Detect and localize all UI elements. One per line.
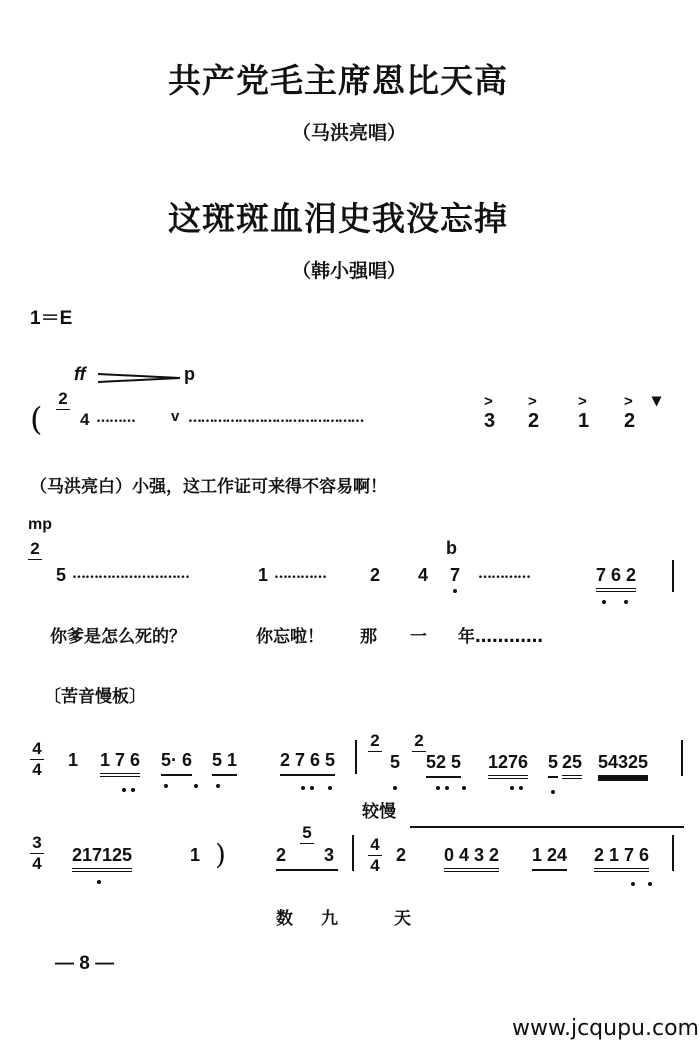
note-group: 0 4 3 2 (444, 845, 499, 872)
accent: > (624, 393, 633, 410)
low-octave-dot (194, 784, 198, 788)
note-group: 5· 6 (161, 750, 192, 776)
barline (352, 835, 354, 871)
note: 3 (484, 410, 496, 432)
low-octave-dot (310, 786, 314, 790)
low-octave-dot (462, 786, 466, 790)
lyric: 九 (321, 909, 338, 929)
note-group: 1276 (488, 752, 528, 779)
note-group: 1 24 (532, 845, 567, 871)
ts-bottom: 4 (32, 854, 42, 873)
lyric: 你爹是怎么死的？ (50, 627, 186, 647)
lyric: 那 (360, 627, 377, 647)
singer-2: （韩小强唱） (292, 260, 407, 282)
low-octave-dot (648, 882, 652, 886)
low-octave-dot (97, 880, 101, 884)
grace-note (300, 824, 314, 845)
low-octave-dot (301, 786, 305, 790)
fermata-dots: ……………………… (72, 566, 189, 582)
ts-top: 4 (32, 739, 42, 758)
note: 5 (548, 752, 558, 778)
note-group: 5 1 (212, 750, 237, 776)
lyric: 天 (394, 909, 411, 929)
low-octave-dot (602, 600, 606, 604)
low-octave-dot (436, 786, 440, 790)
tempo-extension-line (410, 826, 684, 828)
tempo-marking: 〔苦音慢板〕 (44, 687, 146, 707)
note-group: 217125 (72, 845, 132, 872)
grace-note (368, 732, 382, 753)
low-octave-dot (519, 786, 523, 790)
note-group: 2 1 7 6 (594, 845, 649, 872)
low-octave-dot (551, 790, 555, 794)
low-octave-dot (216, 784, 220, 788)
fermata-mark: ▾ (652, 390, 662, 410)
note: 4 (80, 410, 90, 429)
dynamic-p: p (184, 364, 195, 384)
tempo-marking: 较慢 (362, 802, 396, 822)
note: 1 (258, 565, 269, 585)
paren-open: ( (30, 400, 43, 438)
note: 2 (276, 845, 338, 871)
low-octave-dot (631, 882, 635, 886)
dynamic-mp: mp (28, 516, 52, 533)
note: 5 (390, 752, 401, 772)
note-group: 1 7 6 (100, 750, 140, 777)
lyric: 你忘啦！ (256, 627, 324, 647)
song-title-1: 共产党毛主席恩比天高 (168, 61, 508, 100)
grace-digit: 2 (58, 389, 68, 408)
accent: > (578, 393, 587, 410)
paren-close: ) (215, 838, 226, 871)
decrescendo-hairpin (98, 372, 182, 386)
barline (355, 740, 357, 774)
grace-note (28, 540, 42, 561)
grace-digit: 2 (414, 731, 424, 750)
note-group: 2 7 6 5 (280, 750, 335, 776)
note: 2 (370, 565, 381, 585)
time-signature (30, 834, 44, 873)
note: 7 (450, 565, 461, 585)
barline (672, 835, 674, 871)
low-octave-dot (164, 784, 168, 788)
grace-digit: 5 (302, 823, 312, 842)
low-octave-dot (510, 786, 514, 790)
low-octave-dot (328, 786, 332, 790)
barline (681, 740, 683, 776)
lyric: 数 (276, 909, 293, 929)
note-group: 25 (562, 752, 582, 779)
note-group: 54325 (598, 752, 648, 781)
ts-bottom: 4 (32, 760, 42, 779)
barline (672, 560, 674, 592)
page-number: — 8 — (55, 953, 115, 974)
note: 2 (396, 845, 407, 865)
ts-top: 4 (370, 835, 380, 854)
singer-1: （马洪亮唱） (292, 122, 407, 144)
low-octave-dot (122, 788, 126, 792)
ts-bottom: 4 (370, 856, 380, 875)
watermark: www.jcqupu.com (512, 1016, 699, 1041)
fermata-dots: ……… (96, 410, 135, 426)
note-group: 7 6 2 (596, 565, 636, 592)
ts-top: 3 (32, 833, 42, 852)
lyric: 一 (410, 627, 427, 647)
dynamic-ff: ff (74, 364, 86, 384)
flat-sign: b (446, 538, 457, 558)
breath-mark: v (171, 408, 180, 425)
note: 2 (624, 410, 636, 432)
fermata-dots: …………………………………… (188, 410, 363, 426)
grace-digit: 2 (30, 539, 40, 558)
spoken-dialogue: （马洪亮白）小强，这工作证可来得不容易啊！ (30, 477, 387, 497)
note: 1 (578, 410, 590, 432)
note: 1 (68, 750, 79, 770)
low-octave-dot (393, 786, 397, 790)
low-octave-dot (624, 600, 628, 604)
song-title-2: 这斑斑血泪史我没忘掉 (168, 199, 508, 238)
grace-digit: 2 (370, 731, 380, 750)
note: 2 (528, 410, 540, 432)
time-signature (30, 740, 44, 779)
grace-note (56, 390, 70, 411)
key-signature: 1＝E (30, 308, 73, 329)
note: 4 (418, 565, 429, 585)
accent: > (484, 393, 493, 410)
note: 3 (324, 845, 335, 865)
note: 1 (190, 845, 201, 865)
note: 5 (56, 565, 67, 585)
low-octave-dot (131, 788, 135, 792)
note-group: 52 5 (426, 752, 461, 778)
low-octave-dot (453, 589, 457, 593)
fermata-dots: ………… (274, 566, 326, 582)
time-signature (368, 836, 382, 875)
fermata-dots: ………… (478, 566, 530, 582)
grace-note (412, 732, 426, 753)
low-octave-dot (445, 786, 449, 790)
lyric: 年………… (458, 627, 543, 647)
accent: > (528, 393, 537, 410)
